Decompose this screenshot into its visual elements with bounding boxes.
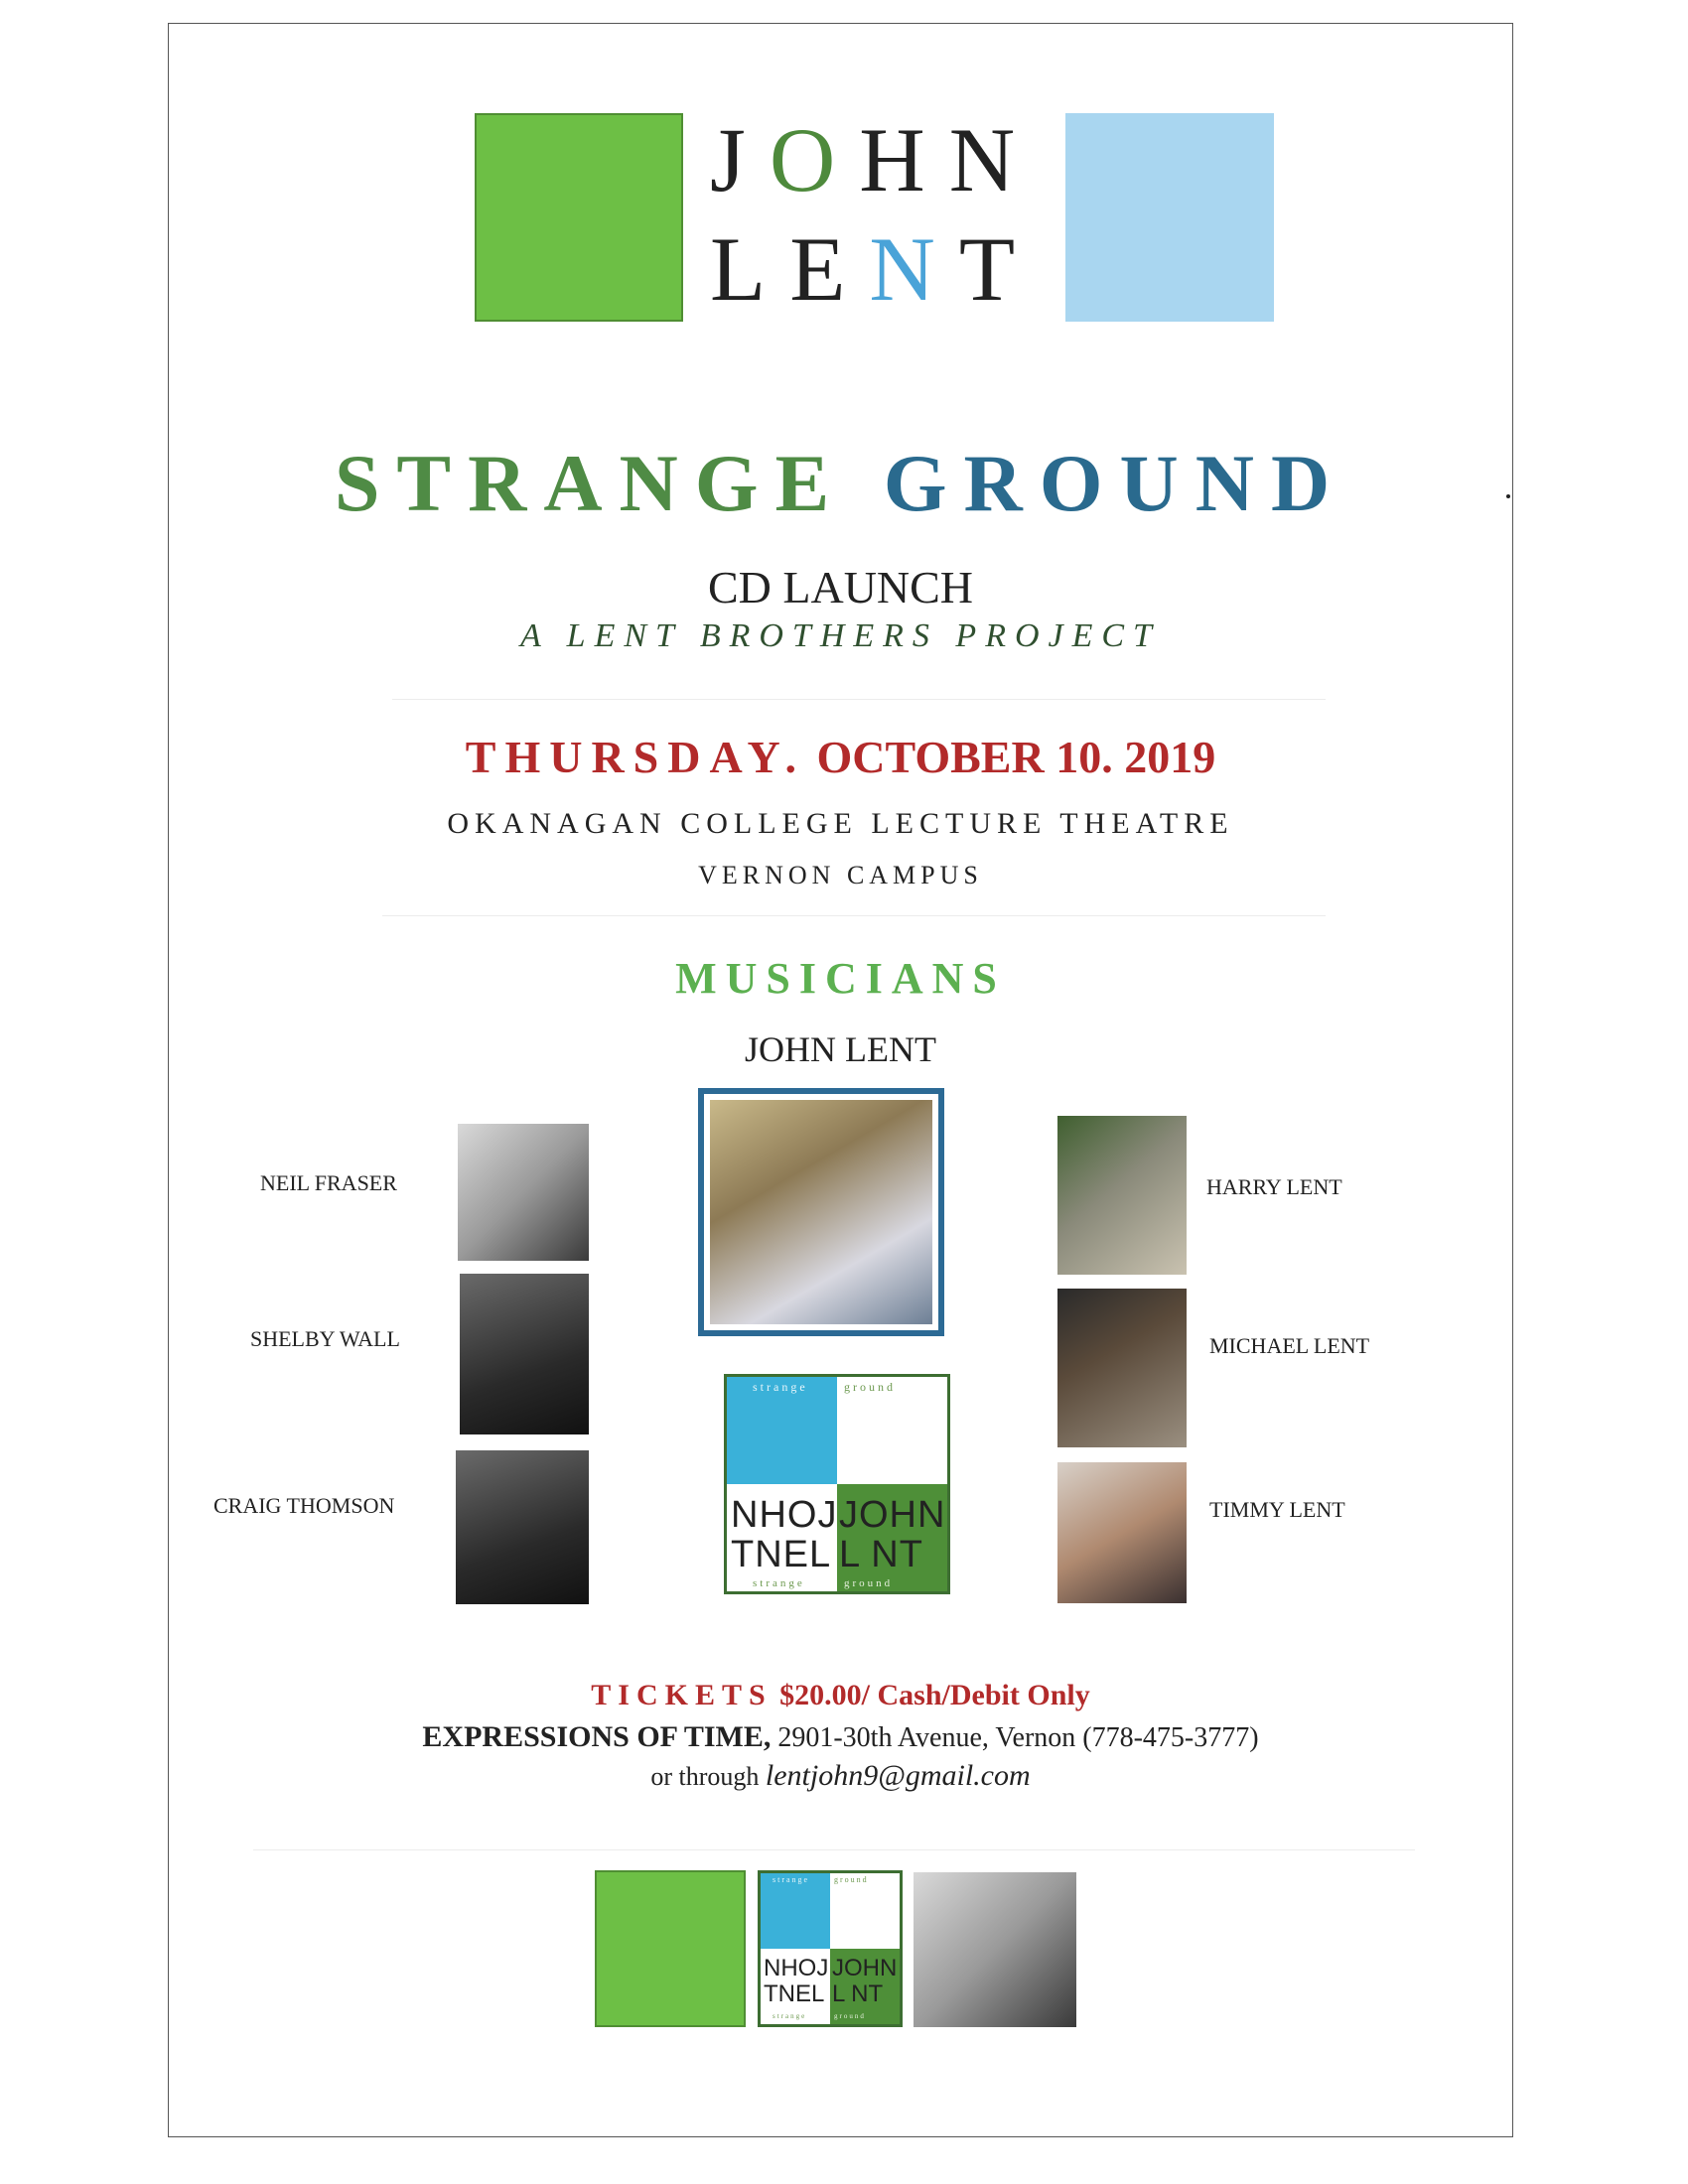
album-title-part2: GROUND (883, 438, 1347, 528)
ticket-outlet (168, 1720, 1513, 1754)
portrait-photo (914, 1872, 1076, 2027)
cd-cover-art-small (758, 1870, 903, 2027)
musician-name: TIMMY LENT (1209, 1497, 1345, 1522)
event-day: THURSDAY. (465, 732, 805, 782)
divider (382, 915, 1326, 916)
logo-letter: N (948, 109, 1040, 210)
musician-name: MICHAEL LENT (1209, 1333, 1370, 1358)
ticket-price (168, 1679, 1513, 1712)
divider (392, 699, 1326, 700)
cd-text: TNEL (764, 1980, 825, 2007)
cd-text: strange (773, 2012, 807, 2020)
lead-musician: JOHN LENT (745, 1029, 936, 1069)
cd-text: L NT (832, 1980, 884, 2007)
green-square (595, 1870, 746, 2027)
musician-photo (1057, 1116, 1187, 1275)
logo-letter: H (859, 109, 949, 210)
speck (1506, 494, 1510, 498)
tickets-price-text: $20.00/ Cash/Debit Only (779, 1679, 1090, 1711)
event-campus: VERNON CAMPUS (698, 861, 983, 889)
contact-email[interactable]: lentjohn9@gmail.com (765, 1759, 1031, 1792)
ticket-store: EXPRESSIONS OF TIME, (422, 1720, 772, 1753)
musician-name: HARRY LENT (1206, 1174, 1342, 1199)
cd-quadrant (830, 1873, 900, 1949)
musician-photo (460, 1274, 589, 1434)
john-lent-photo (710, 1100, 932, 1324)
project-subtitle: A LENT BROTHERS PROJECT (520, 617, 1161, 654)
event-date (168, 731, 1513, 783)
logo-first-name (710, 107, 1048, 212)
john-lent-photo-frame (698, 1088, 944, 1336)
cd-text: strange (753, 1577, 805, 1589)
logo-letter: O (769, 109, 860, 210)
musician-name: SHELBY WALL (250, 1326, 400, 1351)
ticket-address: 2901-30th Avenue, Vernon (778-475-3777) (777, 1722, 1259, 1753)
cd-text: JOHN (832, 1955, 898, 1981)
logo-letter: J (710, 109, 770, 210)
musician-photo (1057, 1289, 1187, 1447)
cd-text: JOHN (839, 1494, 946, 1536)
musician-name: NEIL FRASER (260, 1170, 397, 1195)
cd-text: ground (834, 1875, 869, 1884)
blue-square (1065, 113, 1274, 322)
cd-launch-heading: CD LAUNCH (707, 562, 974, 613)
event-venue: OKANAGAN COLLEGE LECTURE THEATRE (447, 807, 1234, 840)
logo-last-name (710, 216, 1048, 322)
musician-photo (1057, 1462, 1187, 1603)
cd-text: ground (834, 2012, 866, 2020)
cd-text: TNEL (731, 1534, 832, 1575)
green-square (475, 113, 683, 322)
divider (253, 1849, 1415, 1850)
cd-cover-art (724, 1374, 950, 1594)
tickets-label: TICKETS (591, 1679, 773, 1711)
musician-photo (458, 1124, 589, 1261)
musician-name: CRAIG THOMSON (213, 1493, 395, 1518)
event-date-text: OCTOBER 10. 2019 (816, 732, 1216, 782)
cd-text: strange (753, 1380, 808, 1394)
cd-text: ground (844, 1380, 896, 1394)
cd-text: NHOJ (764, 1955, 829, 1981)
logo-letter: T (958, 218, 1040, 320)
ticket-email-line (168, 1759, 1513, 1793)
cd-text: NHOJ (731, 1494, 838, 1536)
musicians-heading: MUSICIANS (675, 954, 1006, 1003)
album-title-part1: STRANGE (334, 438, 847, 528)
cd-text: strange (773, 1875, 810, 1884)
logo-letter: L (710, 218, 790, 320)
logo-letter: E (789, 218, 870, 320)
cd-text: L NT (839, 1534, 923, 1575)
musician-photo (456, 1450, 589, 1604)
logo-letter: N (869, 218, 959, 320)
album-title (168, 437, 1513, 530)
or-through-text: or through (650, 1762, 760, 1791)
page-border (168, 23, 1513, 2137)
cd-text: ground (844, 1577, 894, 1589)
cd-quadrant (761, 1873, 830, 1949)
